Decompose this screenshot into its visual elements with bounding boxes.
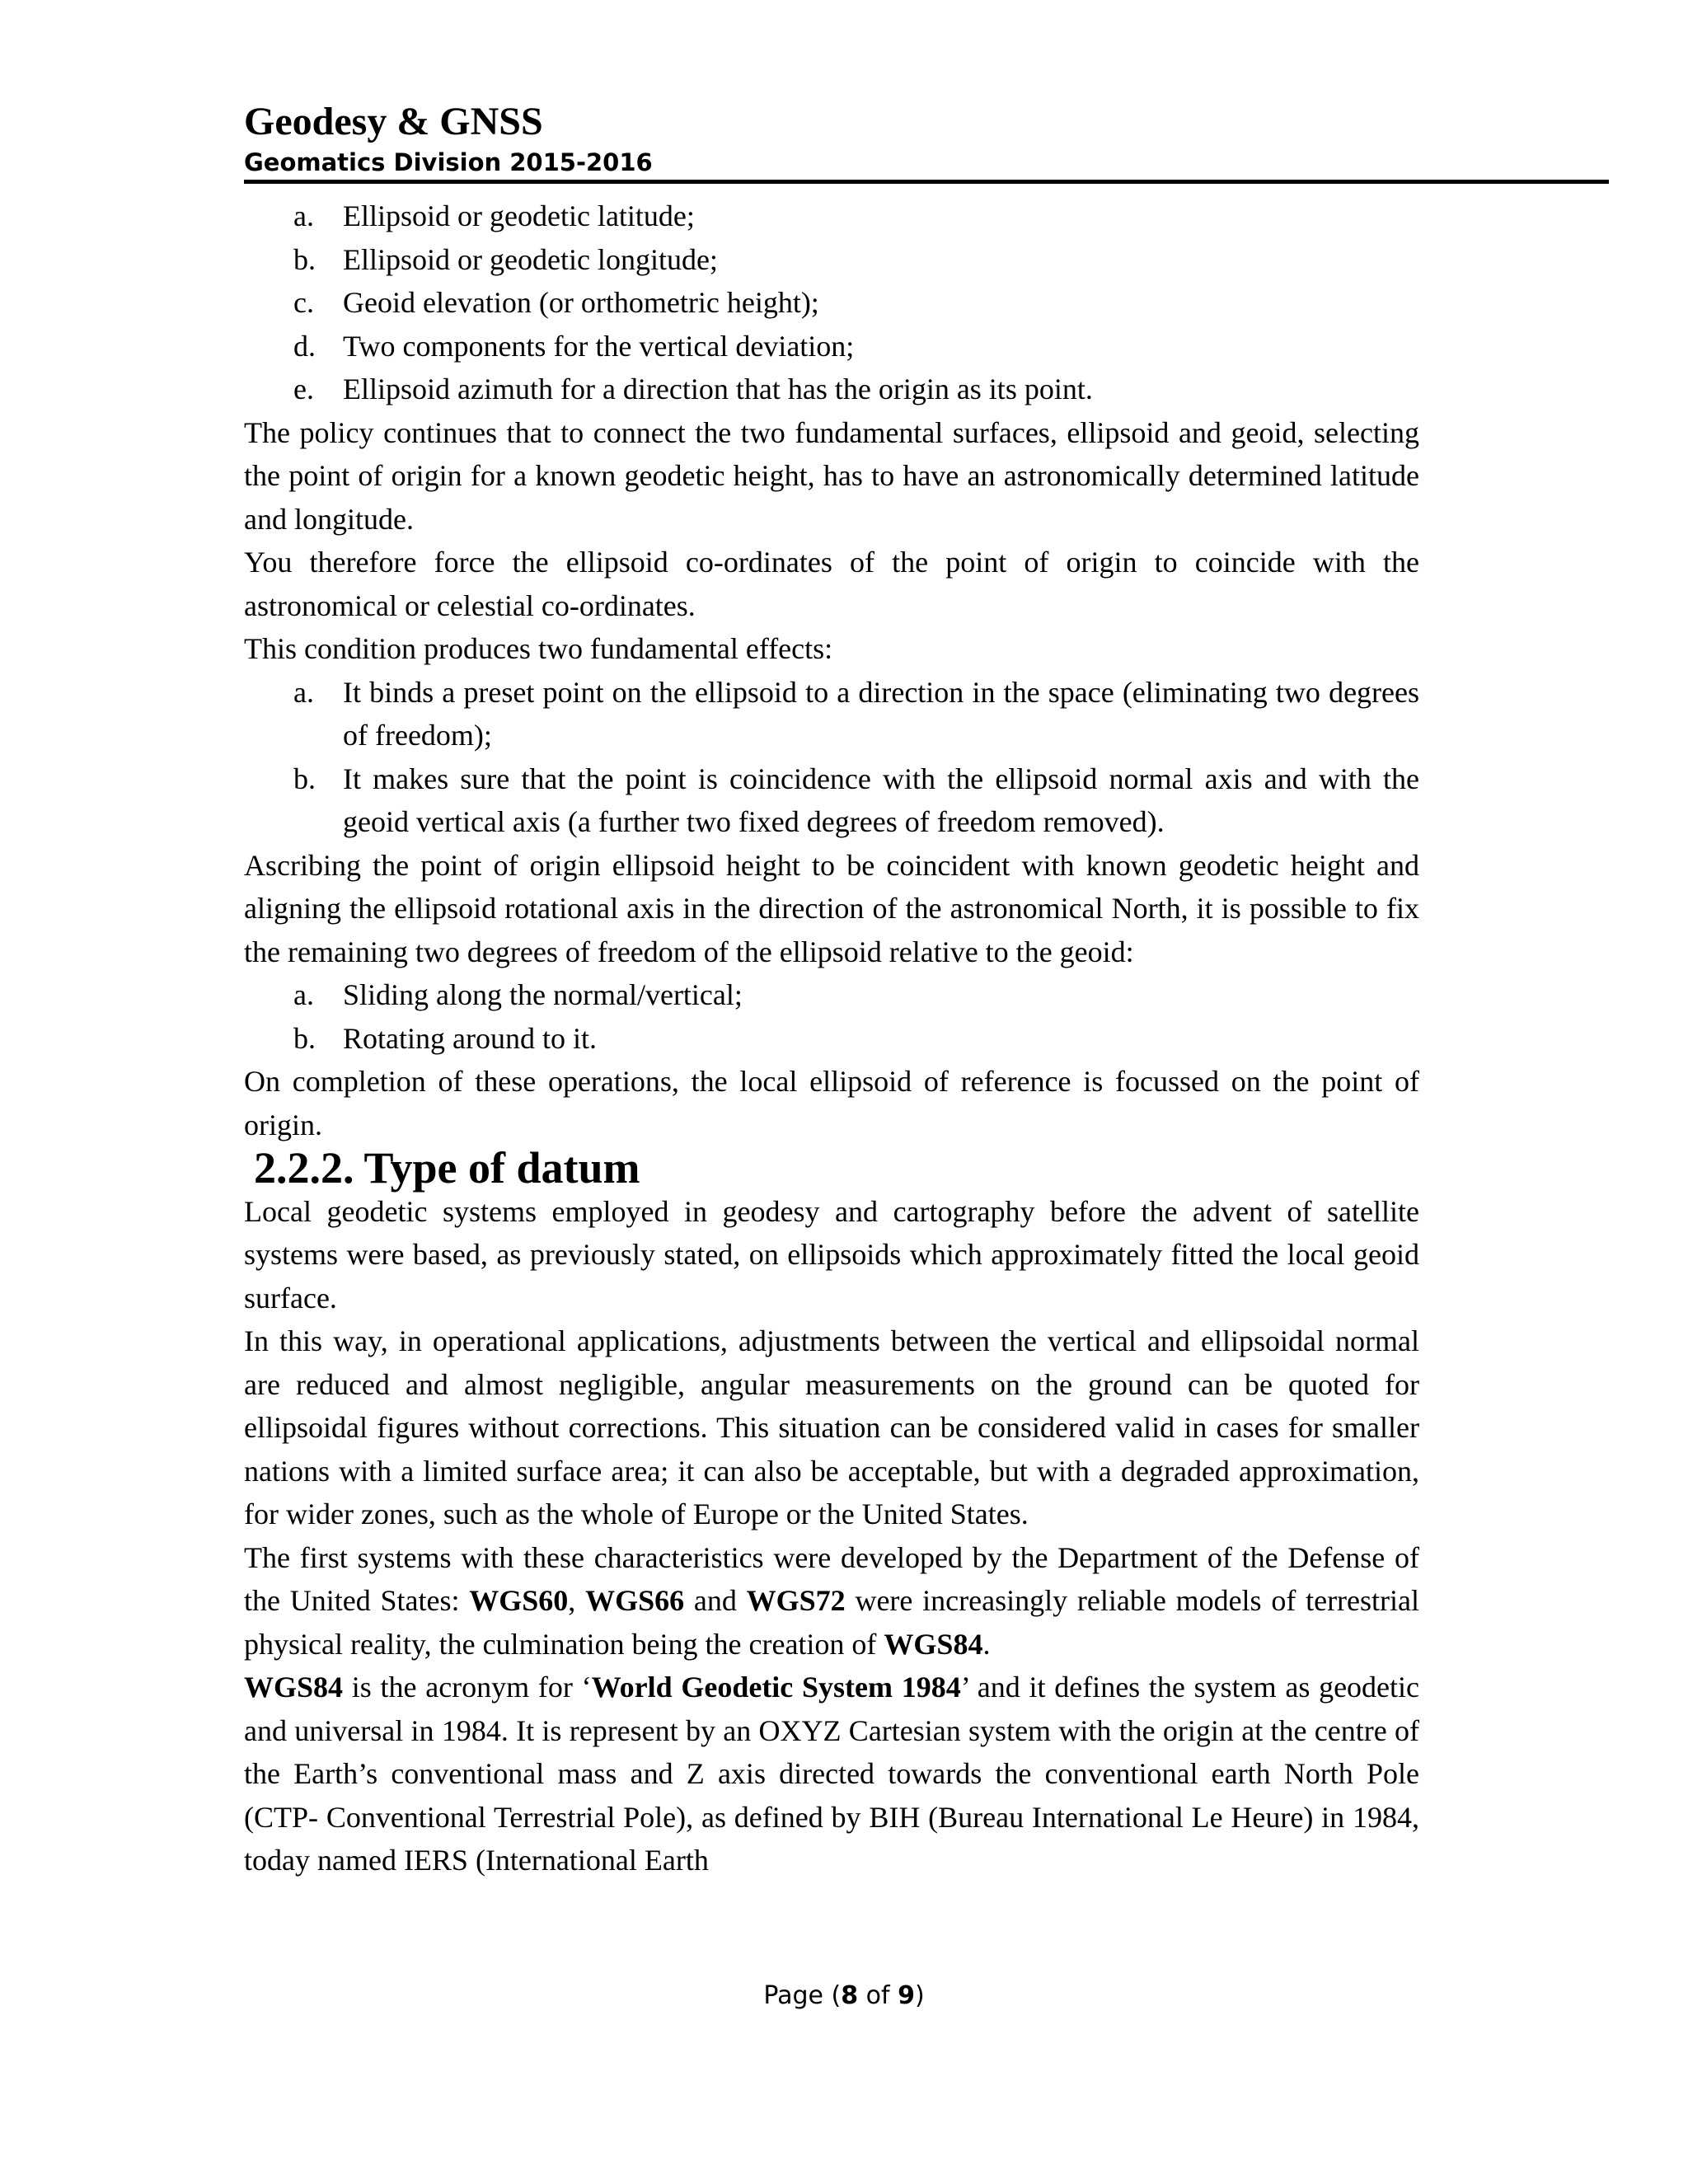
list-marker: a. xyxy=(293,978,314,1011)
text-run: . xyxy=(982,1627,991,1661)
list-marker: a. xyxy=(293,199,314,232)
list-marker: d. xyxy=(293,329,316,363)
freedom-list xyxy=(244,973,1419,1060)
text-run: is the acronym for ‘ xyxy=(343,1671,592,1704)
paragraph xyxy=(244,1536,1419,1666)
list-item xyxy=(244,757,1419,844)
text-run: were increasingly reliable models of terrestrial physical reality, the culmination being the creation of xyxy=(244,1584,1419,1661)
bold-term: WGS60 xyxy=(469,1584,569,1617)
list-marker: b. xyxy=(293,242,316,276)
bold-term: WGS84 xyxy=(884,1627,983,1661)
list-item xyxy=(244,281,1419,325)
text-run: and xyxy=(684,1584,747,1617)
list-item-text: Geoid elevation (or orthometric height); xyxy=(343,286,819,319)
list-item-text: It makes sure that the point is coincidence with the ellipsoid normal axis and with the geoid vertical axis (a further two fixed degrees of freedom removed). xyxy=(343,762,1419,838)
section-title: Type of datum xyxy=(363,1143,640,1193)
list-item-text: Rotating around to it. xyxy=(343,1021,597,1055)
list-marker: b. xyxy=(293,1021,316,1055)
paragraph xyxy=(244,1666,1419,1882)
page-header-title: Geodesy & GNSS xyxy=(244,100,543,143)
list-item-text: It binds a preset point on the ellipsoid to a direction in the space (eliminating two degrees of freedom); xyxy=(343,675,1419,752)
paragraph: On completion of these operations, the local ellipsoid of reference is focussed on the point of origin. xyxy=(244,1065,1419,1141)
list-item-text: Ellipsoid or geodetic latitude; xyxy=(343,199,695,232)
effects-list xyxy=(244,671,1419,844)
footer-text: Page ( xyxy=(763,1981,842,2010)
list-item-text: Two components for the vertical deviation; xyxy=(343,329,855,363)
paragraph: Local geodetic systems employed in geodesy and cartography before the advent of satellite systems were based, as previously stated, on ellipsoids which approximately fitted the local geoid surface. xyxy=(244,1194,1419,1315)
current-page-number: 8 xyxy=(841,1981,859,2010)
footer-text: of xyxy=(858,1981,898,2010)
origin-parameters-list xyxy=(244,194,1419,411)
page-body xyxy=(244,194,1419,1882)
bold-term: WGS72 xyxy=(746,1584,846,1617)
list-marker: c. xyxy=(293,286,314,319)
list-item xyxy=(244,368,1419,411)
paragraph: In this way, in operational applications, adjustments between the vertical and ellipsoidal normal are reduced and almost negligible, angular measurements on the ground can be quoted for ellipsoidal figures without corrections. This situation can be considered valid in cases for smaller nations with a limited surface area; it can also be acceptable, but with a degraded approximation, for wider zones, such as the whole of Europe or the United States. xyxy=(244,1324,1419,1530)
page-number-footer xyxy=(0,1980,1688,2013)
bold-term: World Geodetic System 1984 xyxy=(591,1671,961,1704)
list-item xyxy=(244,194,1419,238)
list-item xyxy=(244,671,1419,757)
page-header-subtitle: Geomatics Division 2015-2016 xyxy=(244,148,653,176)
section-number: 2.2.2. xyxy=(254,1143,354,1193)
list-item xyxy=(244,973,1419,1017)
list-item xyxy=(244,1017,1419,1061)
list-marker: e. xyxy=(293,373,314,405)
list-marker: a. xyxy=(293,675,314,709)
total-page-count: 9 xyxy=(898,1981,915,2010)
paragraph: You therefore force the ellipsoid co-ordinates of the point of origin to coincide with the astronomical or celestial co-ordinates. xyxy=(244,546,1419,622)
bold-term: WGS66 xyxy=(585,1584,685,1617)
text-run: The first systems with these characteristics were developed by the Department of the Defense of the United States: xyxy=(244,1540,1419,1617)
text-run: , xyxy=(568,1584,586,1617)
footer-text: ) xyxy=(914,1981,925,2010)
section-heading xyxy=(244,1143,1419,1193)
text-run: ’ and it defines the system as geodetic and universal in 1984. It is represent by an OXYZ Cartesian system with the origin at the centre of the Earth’s conventional mass and Z axis directed towards the conventional earth North Pole (CTP- Conventional Terrestrial Pole), as defined by BIH (Bureau International Le Heure) in 1984, today named IERS (International Earth xyxy=(244,1671,1420,1877)
list-marker: b. xyxy=(293,762,316,795)
header-divider xyxy=(244,180,1609,184)
list-item-text: Ellipsoid azimuth for a direction that has the origin as its point. xyxy=(343,373,1093,405)
list-item-text: Ellipsoid or geodetic longitude; xyxy=(343,242,718,276)
paragraph: The policy continues that to connect the two fundamental surfaces, ellipsoid and geoid, selecting the point of origin for a known geodetic height, has to have an astronomically determined latitude and longitude. xyxy=(244,415,1419,536)
bold-term: WGS84 xyxy=(244,1671,344,1704)
list-item xyxy=(244,325,1419,368)
list-item xyxy=(244,238,1419,282)
list-item-text: Sliding along the normal/vertical; xyxy=(343,978,743,1011)
paragraph: This condition produces two fundamental effects: xyxy=(244,632,833,665)
paragraph: Ascribing the point of origin ellipsoid height to be coincident with known geodetic height and aligning the ellipsoid rotational axis in the direction of the astronomical North, it is possible to fix the remaining two degrees of freedom of the ellipsoid relative to the geoid: xyxy=(244,848,1419,968)
